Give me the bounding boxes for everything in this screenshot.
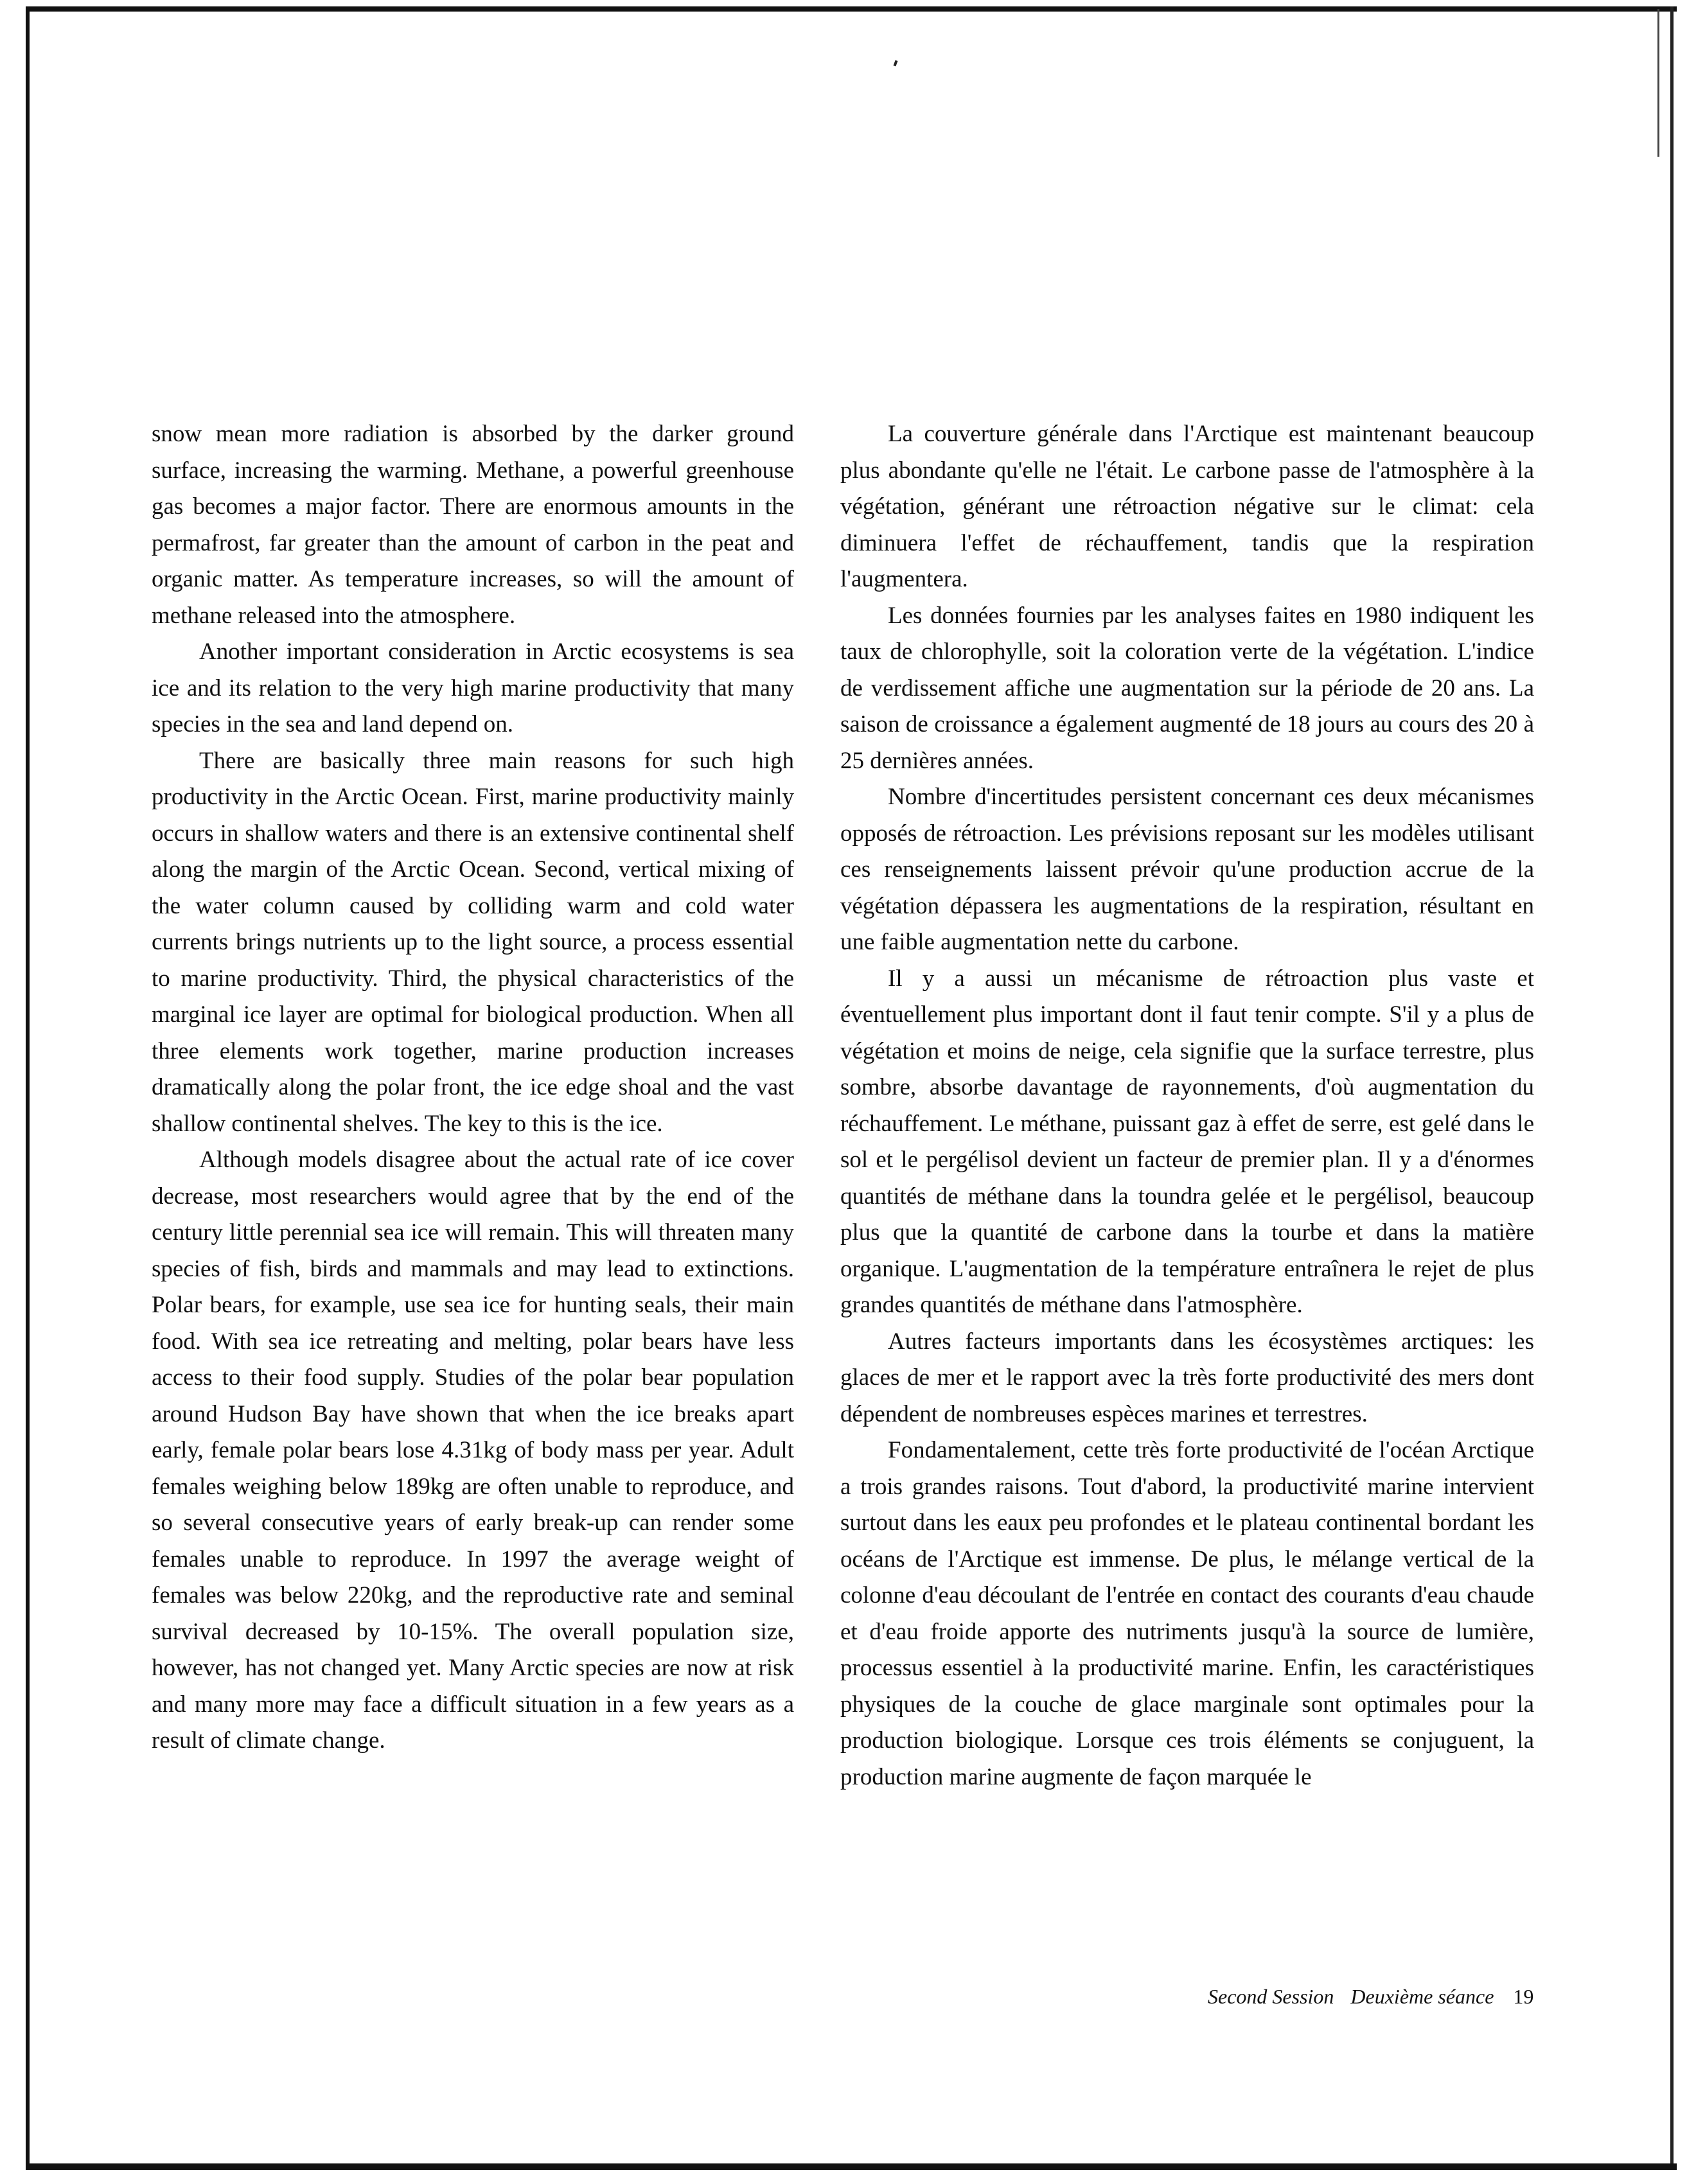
page-border-top bbox=[26, 6, 1677, 12]
left-paragraph-3: There are basically three main reasons for such high productivity in the Arctic Ocean. First, marine productivity mainly occurs in shallow waters and there is an extensive continental shelf along the margin of the Arctic Ocean. Second, vertical mixing of the water column caused by colliding warm and cold water currents brings nutrients up to the light source, a process essential to marine productivity. Third, the physical characteristics of the marginal ice layer are optimal for biological production. When all three elements work together, marine production increases dramatically along the polar front, the ice edge shoal and the vast shallow continental shelves. The key to this is the ice. bbox=[152, 747, 794, 1137]
left-paragraph-2: Another important consideration in Arctic ecosystems is sea ice and its relation to the very high marine productivity that many species in the sea and land depend on. bbox=[152, 638, 794, 737]
left-column bbox=[152, 416, 794, 1759]
page-border-left bbox=[26, 6, 30, 2165]
right-paragraph-6: Fondamentalement, cette très forte productivité de l'océan Arctique a trois grandes raisons. Tout d'abord, la productivité marine intervient surtout dans les eaux peu profondes et le plateau continental bordant les océans de l'Arctique est immense. De plus, le mélange vertical de la colonne d'eau découlant de l'entrée en contact des courants d'eau chaude et d'eau froide apporte des nutriments jusqu'à la source de lumière, processus essentiel à la productivité marine. Enfin, les caractéristiques physiques de la couche de glace marginale sont optimales pour la production biologique. Lorsque ces trois éléments se conjuguent, la production marine augmente de façon marquée le bbox=[840, 1437, 1534, 1790]
right-paragraph-4: Il y a aussi un mécanisme de rétroaction plus vaste et éventuellement plus important dont il faut tenir compte. S'il y a plus de végétation et moins de neige, cela signifie que la surface terrestre, plus sombre, absorbe davantage de rayonnements, d'où augmentation du réchauffement. Le méthane, puissant gaz à effet de serre, est gelé dans le sol et le pergélisol devient un facteur de premier plan. Il y a d'énormes quantités de méthane dans la toundra gelée et le pergélisol, beaucoup plus que la quantité de carbone dans la tourbe et dans la matière organique. L'augmentation de la température entraînera le rejet de plus grandes quantités de méthane dans l'atmosphère. bbox=[840, 965, 1534, 1318]
right-paragraph-1: La couverture générale dans l'Arctique est maintenant beaucoup plus abondante qu'elle ne l'était. Le carbone passe de l'atmosphère à la végétation, générant une rétroaction négative sur le climat: cela diminuera l'effet de réchauffement, tandis que la respiration l'augmentera. bbox=[840, 421, 1534, 592]
left-paragraph-1: snow mean more radiation is absorbed by the darker ground surface, increasing the warming. Methane, a powerful greenhouse gas becomes a major factor. There are enormous amounts in the permafrost, far greater than the amount of carbon in the peat and organic matter. As temperature increases, so will the amount of methane released into the atmosphere. bbox=[152, 421, 794, 629]
left-paragraph-4: Although models disagree about the actual rate of ice cover decrease, most researchers would agree that by the end of the century little perennial sea ice will remain. This will threaten many species of fish, birds and mammals and may lead to extinctions. Polar bears, for example, use sea ice for hunting seals, their main food. With sea ice retreating and melting, polar bears have less access to their food supply. Studies of the polar bear population around Hudson Bay have shown that when the ice breaks apart early, female polar bears lose 4.31kg of body mass per year. Adult females weighing below 189kg are often unable to reproduce, and so several consecutive years of early break-up can render some females unable to reproduce. In 1997 the average weight of females was below 220kg, and the reproductive rate and seminal survival decreased by 10-15%. The overall population size, however, has not changed yet. Many Arctic species are now at risk and many more may face a difficult situation in a few years as a result of climate change. bbox=[152, 1147, 794, 1754]
right-paragraph-5: Autres facteurs importants dans les écosystèmes arctiques: les glaces de mer et le rapport avec la très forte productivité des mers dont dépendent de nombreuses espèces marines et terrestres. bbox=[840, 1328, 1534, 1427]
right-paragraph-2: Les données fournies par les analyses faites en 1980 indiquent les taux de chlorophylle, soit la coloration verte de la végétation. L'indice de verdissement affiche une augmentation sur la période de 20 ans. La saison de croissance a également augmenté de 18 jours au cours des 20 à 25 dernières années. bbox=[840, 602, 1534, 774]
page-footer bbox=[1208, 1985, 1555, 2009]
page-number: 19 bbox=[1513, 1985, 1534, 2008]
footer-session-fr: Deuxième séance bbox=[1350, 1985, 1494, 2008]
page-border-bottom bbox=[26, 2163, 1677, 2170]
page-border-right bbox=[1670, 6, 1674, 2165]
footer-session-en: Second Session bbox=[1208, 1985, 1334, 2008]
right-column bbox=[840, 416, 1534, 1795]
right-paragraph-3: Nombre d'incertitudes persistent concernant ces deux mécanismes opposés de rétroaction. Les prévisions reposant sur les modèles utilisant ces renseignements laissent prévoir qu'une production accrue de la végétation dépassera les augmentations de la respiration, résultant en une faible augmentation nette du carbone. bbox=[840, 784, 1534, 955]
page-border-right-inner bbox=[1657, 9, 1659, 157]
scan-speck bbox=[894, 60, 898, 67]
